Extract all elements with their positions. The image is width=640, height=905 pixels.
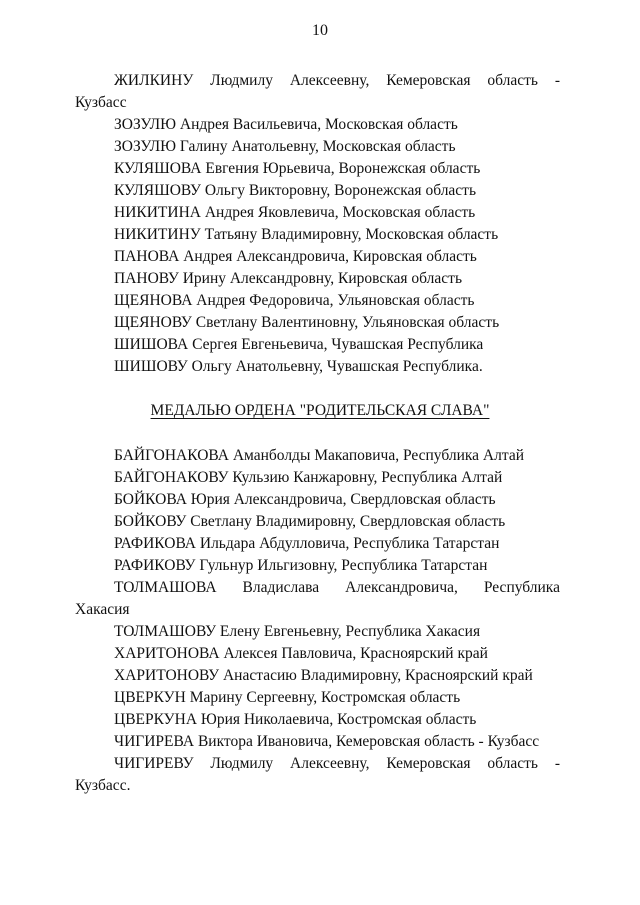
list-item: ЦВЕРКУНА Юрия Николаевича, Костромская область xyxy=(114,711,477,728)
list-item: РАФИКОВУ Гульнур Ильгизовну, Республика Татарстан xyxy=(114,557,488,574)
section-heading-text: МЕДАЛЬЮ ОРДЕНА "РОДИТЕЛЬСКАЯ СЛАВА" xyxy=(150,402,490,419)
page-number: 10 xyxy=(312,22,328,39)
list-item: ТОЛМАШОВУ Елену Евгеньевну, Республика Хакасия xyxy=(114,623,481,640)
list-item: НИКИТИНУ Татьяну Владимировну, Московская область xyxy=(114,226,499,243)
list-item: БОЙКОВУ Светлану Владимировну, Свердловская область xyxy=(114,513,506,530)
list-item: БОЙКОВА Юрия Александровича, Свердловская область xyxy=(114,491,496,508)
list-item xyxy=(75,577,560,621)
list-item: ШИШОВА Сергея Евгеньевича, Чувашская Республика xyxy=(114,336,484,353)
list-item: ПАНОВУ Ирину Александровну, Кировская область xyxy=(114,270,463,287)
award-list-2 xyxy=(75,445,560,797)
list-item: РАФИКОВА Ильдара Абдулловича, Республика Татарстан xyxy=(114,535,500,552)
list-item: ХАРИТОНОВУ Анастасию Владимировну, Красноярский край xyxy=(114,667,533,684)
list-item: НИКИТИНА Андрея Яковлевича, Московская область xyxy=(114,204,476,221)
list-item: ХАРИТОНОВА Алексея Павловича, Красноярский край xyxy=(114,645,488,662)
list-item: БАЙГОНАКОВУ Кульзию Канжаровну, Республика Алтай xyxy=(114,469,503,486)
list-item: КУЛЯШОВА Евгения Юрьевича, Воронежская область xyxy=(114,160,481,177)
list-item-first-line: ЧИГИРЕВУ Людмилу Алексеевну, Кемеровская область - xyxy=(114,755,560,772)
award-list-1 xyxy=(75,70,560,378)
list-item: БАЙГОНАКОВА Аманболды Макаповича, Республика Алтай xyxy=(114,447,524,464)
list-item-continuation: Кузбасс xyxy=(75,94,127,111)
list-item: ЗОЗУЛЮ Галину Анатольевну, Московская область xyxy=(114,138,456,155)
list-item-first-line: ЖИЛКИНУ Людмилу Алексеевну, Кемеровская область - xyxy=(114,72,560,89)
list-item: ЩЕЯНОВА Андрея Федоровича, Ульяновская область xyxy=(114,292,475,309)
list-item: ПАНОВА Андрея Александровича, Кировская область xyxy=(114,248,477,265)
list-item-continuation: Кузбасс. xyxy=(75,777,131,794)
list-item-first-line: ТОЛМАШОВА Владислава Александровича, Республика xyxy=(114,579,560,596)
list-item: ЗОЗУЛЮ Андрея Васильевича, Московская область xyxy=(114,116,458,133)
list-item: КУЛЯШОВУ Ольгу Викторовну, Воронежская область xyxy=(114,182,477,199)
list-item-continuation: Хакасия xyxy=(75,601,130,618)
list-item xyxy=(75,753,560,797)
list-item: ЩЕЯНОВУ Светлану Валентиновну, Ульяновская область xyxy=(114,314,500,331)
list-item: ШИШОВУ Ольгу Анатольевну, Чувашская Республика. xyxy=(114,358,483,375)
section-heading xyxy=(0,402,640,420)
list-item xyxy=(75,70,560,114)
list-item: ЧИГИРЕВА Виктора Ивановича, Кемеровская область - Кузбасс xyxy=(114,733,540,750)
list-item: ЦВЕРКУН Марину Сергеевну, Костромская область xyxy=(114,689,461,706)
